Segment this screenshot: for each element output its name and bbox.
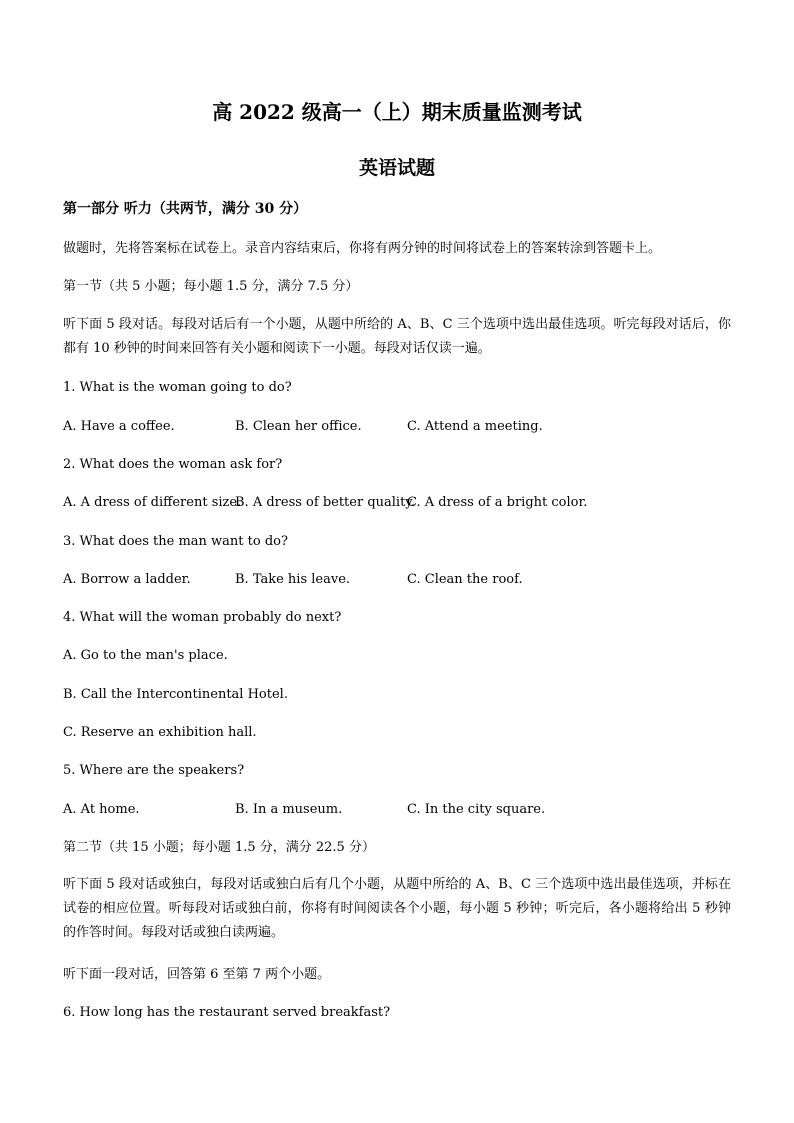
question-3-option-a[interactable]: A. Borrow a ladder. [63,572,191,587]
section1-instruction: 听下面 5 段对话。每段对话后有一个小题，从题中所给的 A、B、C 三个选项中选出最佳选项。听完每段对话后，你都有 10 秒钟的时间来回答有关小题和阅读下一小题。每段对话仅读一遍。 [63,317,731,356]
section2-group-intro: 听下面一段对话，回答第 6 至第 7 两个小题。 [63,967,331,982]
question-5-option-c[interactable]: C. In the city square. [407,802,546,817]
question-3-option-b[interactable]: B. Take his leave. [235,572,351,587]
part1-heading: 第一部分 听力（共两节，满分 30 分） [63,201,308,217]
question-4-option-a[interactable]: A. Go to the man's place. [63,648,228,663]
question-6-stem: 6. How long has the restaurant served breakfast? [63,1005,391,1020]
question-2-stem: 2. What does the woman ask for? [63,457,283,472]
question-1-option-b[interactable]: B. Clean her office. [235,419,362,434]
exam-subtitle: 英语试题 [358,157,435,179]
question-5-option-a[interactable]: A. At home. [63,802,140,817]
question-1-stem: 1. What is the woman going to do? [63,380,292,395]
exam-title: 高 2022 级高一（上）期末质量监测考试 [212,100,582,124]
section1-heading: 第一节（共 5 小题；每小题 1.5 分，满分 7.5 分） [63,279,359,294]
question-1-option-a[interactable]: A. Have a coffee. [63,419,175,434]
question-4-stem: 4. What will the woman probably do next? [63,610,342,625]
question-4-option-b[interactable]: B. Call the Intercontinental Hotel. [63,687,288,702]
section2-instruction: 听下面 5 段对话或独白，每段对话或独白后有几个小题，从题中所给的 A、B、C 三个选项中选出最佳选项，并标在试卷的相应位置。听每段对话或独白前，你将有时间阅读各个小题，每小题 5 秒钟；听完后，各小题将给出 5 秒钟的作答时间。每段对话或独白读两遍。 [63,877,731,940]
question-4-option-c[interactable]: C. Reserve an exhibition hall. [63,725,257,740]
question-2-option-b[interactable]: B. A dress of better quality. [235,495,416,510]
section2-heading: 第二节（共 15 小题；每小题 1.5 分，满分 22.5 分） [63,840,375,855]
question-3-option-c[interactable]: C. Clean the roof. [407,572,523,587]
question-5-stem: 5. Where are the speakers? [63,763,245,778]
question-2-option-a[interactable]: A. A dress of different size. [63,495,242,510]
question-3-stem: 3. What does the man want to do? [63,534,288,549]
question-1-option-c[interactable]: C. Attend a meeting. [407,419,543,434]
question-5-option-b[interactable]: B. In a museum. [235,802,343,817]
question-2-option-c[interactable]: C. A dress of a bright color. [407,495,588,510]
part1-instruction: 做题时，先将答案标在试卷上。录音内容结束后，你将有两分钟的时间将试卷上的答案转涂到答题卡上。 [63,241,662,256]
